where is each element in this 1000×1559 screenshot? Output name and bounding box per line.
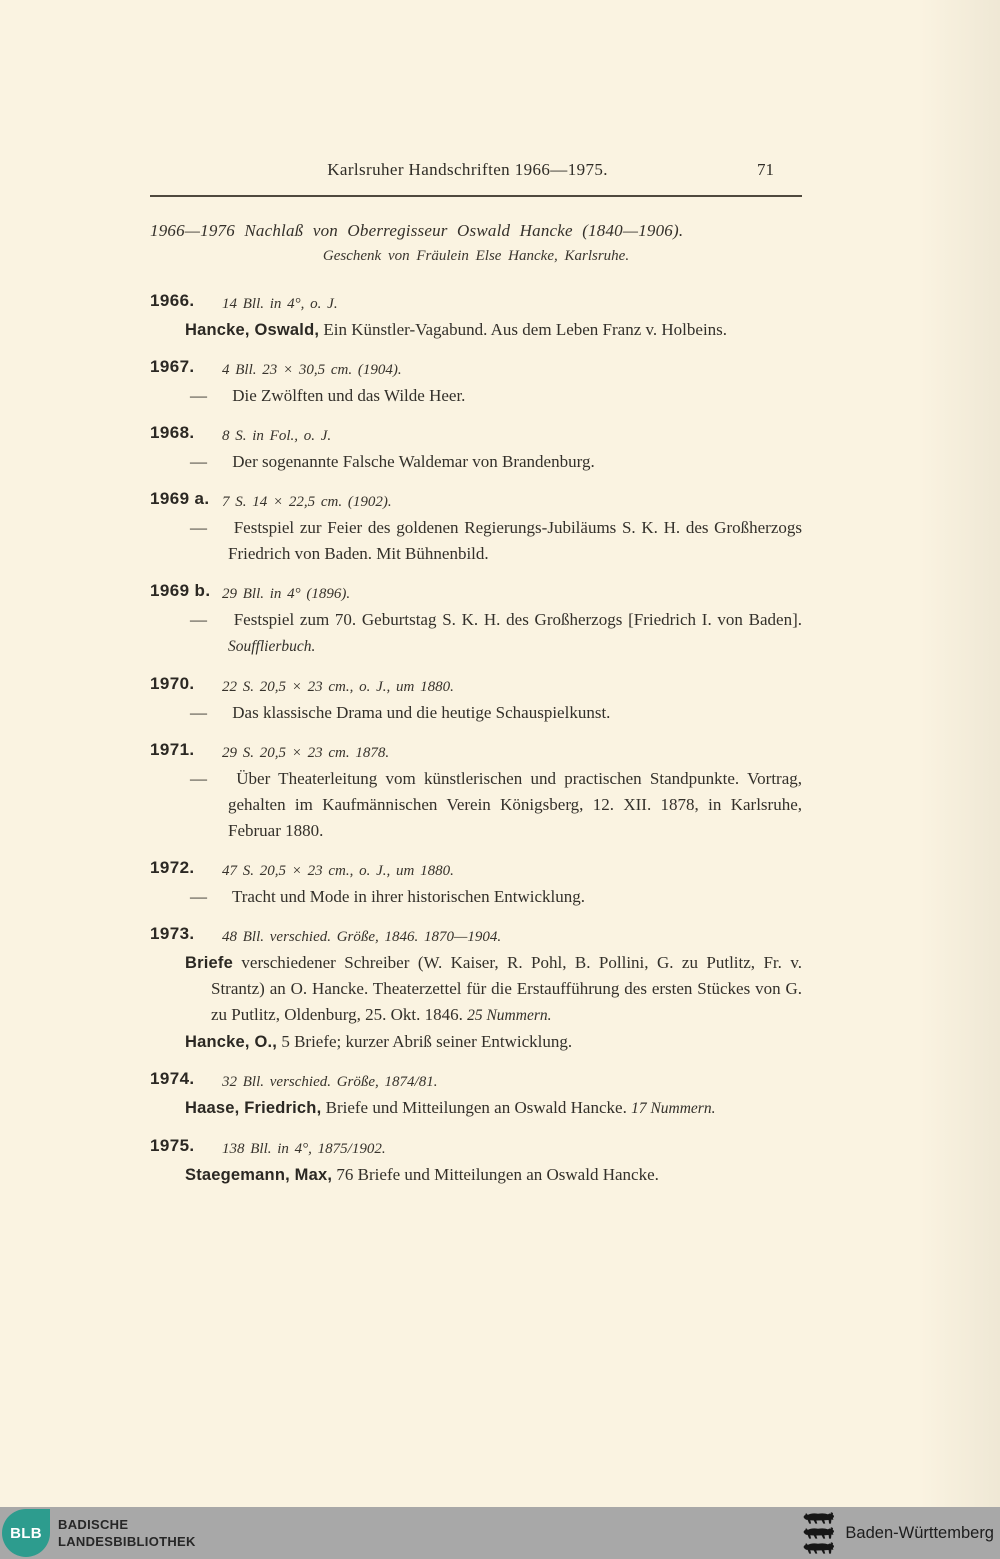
entry-headword: Staegemann, Max, bbox=[185, 1166, 333, 1184]
page-number: 71 bbox=[757, 160, 774, 179]
entry-meta: 138 Bll. in 4°, 1875/1902. bbox=[222, 1141, 386, 1157]
state-brand bbox=[801, 1511, 994, 1555]
section-heading-line2: Geschenk von Fräulein Else Hancke, Karlsruhe. bbox=[322, 248, 630, 264]
entry-headword: Briefe bbox=[185, 954, 233, 972]
entry-number: 1970. bbox=[150, 674, 195, 693]
dash-mark: — bbox=[190, 703, 207, 722]
entry-number: 1974. bbox=[150, 1069, 195, 1088]
italic-note: 17 Nummern. bbox=[631, 1100, 716, 1117]
scan-edge-shadow bbox=[920, 0, 1000, 1507]
entry-meta: 7 S. 14 × 22,5 cm. (1902). bbox=[222, 494, 392, 510]
catalog-entry bbox=[150, 674, 802, 726]
catalog-entry bbox=[150, 858, 802, 910]
italic-note: Soufflierbuch. bbox=[228, 638, 316, 655]
entry-body bbox=[185, 1162, 802, 1188]
entry-body bbox=[190, 607, 802, 660]
state-name: Baden-Württemberg bbox=[845, 1523, 994, 1542]
entry-meta: 29 Bll. in 4° (1896). bbox=[222, 586, 351, 602]
entry-number: 1973. bbox=[150, 924, 195, 943]
dash-mark: — bbox=[190, 610, 207, 629]
entry-paragraph: Hancke, O., 5 Briefe; kurzer Abriß seiner Entwicklung. bbox=[185, 1032, 573, 1051]
catalog-entry bbox=[150, 489, 802, 567]
entry-paragraph: — Tracht und Mode in ihrer historischen Entwicklung. bbox=[190, 884, 802, 910]
entry-meta: 47 S. 20,5 × 23 cm., o. J., um 1880. bbox=[222, 863, 454, 879]
entry-headword: Haase, Friedrich, bbox=[185, 1099, 322, 1117]
library-name-line1: BADISCHE bbox=[58, 1517, 129, 1532]
entry-body bbox=[190, 700, 802, 726]
dash-mark: — bbox=[190, 386, 207, 405]
entry-paragraph: — Festspiel zur Feier des goldenen Regierungs-Jubiläums S. K. H. des Großherzogs Friedrich von Baden. Mit Bühnenbild. bbox=[190, 515, 802, 567]
entry-body bbox=[185, 317, 802, 343]
entry-number: 1967. bbox=[150, 357, 195, 376]
section-heading-line1: 1966—1976 Nachlaß von Oberregisseur Oswald Hancke (1840—1906). bbox=[150, 221, 684, 240]
entry-headword: Hancke, Oswald, bbox=[185, 321, 320, 339]
footer-brand-bar bbox=[0, 1507, 1000, 1559]
entry-meta: 48 Bll. verschied. Größe, 1846. 1870—1904. bbox=[222, 929, 502, 945]
entry-headword: Hancke, O., bbox=[185, 1033, 278, 1051]
entry-body bbox=[190, 383, 802, 409]
entry-number: 1975. bbox=[150, 1136, 195, 1155]
entry-body bbox=[185, 1095, 802, 1122]
catalog-entry bbox=[150, 423, 802, 475]
italic-note: 25 Nummern. bbox=[467, 1007, 552, 1024]
running-head bbox=[150, 160, 802, 186]
entry-meta: 4 Bll. 23 × 30,5 cm. (1904). bbox=[222, 362, 402, 378]
blb-logo bbox=[2, 1509, 50, 1557]
catalog-entry bbox=[150, 1136, 802, 1188]
entry-body bbox=[190, 449, 802, 475]
entry-paragraph: — Festspiel zum 70. Geburtstag S. K. H. des Großherzogs [Friedrich I. von Baden]. Soufflierbuch. bbox=[190, 607, 802, 660]
catalog-entry bbox=[150, 291, 802, 343]
entry-meta: 32 Bll. verschied. Größe, 1874/81. bbox=[222, 1074, 438, 1090]
entry-paragraph: — Über Theaterleitung vom künstlerischen und practischen Standpunkte. Vortrag, gehalten im Kaufmännischen Verein Königsberg, 12. XII. 1878, in Karlsruhe, Februar 1880. bbox=[190, 766, 802, 844]
header-rule bbox=[150, 195, 802, 197]
entry-meta: 29 S. 20,5 × 23 cm. 1878. bbox=[222, 745, 390, 761]
entry-number: 1971. bbox=[150, 740, 195, 759]
dash-mark: — bbox=[190, 887, 207, 906]
entry-number: 1972. bbox=[150, 858, 195, 877]
dash-mark: — bbox=[190, 769, 207, 788]
running-title: Karlsruher Handschriften 1966—1975. bbox=[327, 160, 608, 179]
entry-number: 1966. bbox=[150, 291, 195, 310]
entry-body bbox=[190, 766, 802, 844]
catalog-entry bbox=[150, 740, 802, 844]
scanned-page bbox=[150, 160, 802, 1188]
entry-body bbox=[185, 950, 802, 1055]
entry-paragraph: Hancke, Oswald, Ein Künstler-Vagabund. Aus dem Leben Franz v. Holbeins. bbox=[185, 320, 728, 339]
entry-body bbox=[190, 884, 802, 910]
coat-of-arms-icon bbox=[801, 1511, 837, 1555]
entry-paragraph: Staegemann, Max, 76 Briefe und Mitteilungen an Oswald Hancke. bbox=[185, 1165, 659, 1184]
entry-body bbox=[190, 515, 802, 567]
dash-mark: — bbox=[190, 518, 207, 537]
entry-paragraph: Haase, Friedrich, Briefe und Mitteilungen an Oswald Hancke. 17 Nummern. bbox=[185, 1098, 716, 1117]
entry-number: 1968. bbox=[150, 423, 195, 442]
entry-paragraph: — Der sogenannte Falsche Waldemar von Brandenburg. bbox=[190, 449, 802, 475]
dash-mark: — bbox=[190, 452, 207, 471]
entry-meta: 8 S. in Fol., o. J. bbox=[222, 428, 332, 444]
entry-paragraph: Briefe verschiedener Schreiber (W. Kaiser, R. Pohl, B. Pollini, G. zu Putlitz, Fr. v. Strantz) an O. Hancke. Theaterzettel für die Erstaufführung des ersten Stückes von G. zu Putlitz, Oldenburg, 25. Okt. 1846. 25 Nummern. bbox=[185, 953, 802, 1024]
library-name bbox=[58, 1516, 196, 1550]
entry-meta: 22 S. 20,5 × 23 cm., o. J., um 1880. bbox=[222, 679, 454, 695]
catalog-entry bbox=[150, 924, 802, 1055]
blb-logo-text: BLB bbox=[10, 1524, 42, 1542]
entry-paragraph: — Das klassische Drama und die heutige Schauspielkunst. bbox=[190, 700, 802, 726]
entries-list bbox=[150, 291, 802, 1188]
entry-meta: 14 Bll. in 4°, o. J. bbox=[222, 296, 338, 312]
entry-number: 1969 a. bbox=[150, 489, 210, 508]
section-heading bbox=[150, 221, 802, 265]
catalog-entry bbox=[150, 1069, 802, 1122]
entry-paragraph: — Die Zwölften und das Wilde Heer. bbox=[190, 383, 802, 409]
library-name-line2: LANDESBIBLIOTHEK bbox=[58, 1534, 196, 1549]
catalog-entry bbox=[150, 357, 802, 409]
catalog-entry bbox=[150, 581, 802, 660]
entry-number: 1969 b. bbox=[150, 581, 211, 600]
